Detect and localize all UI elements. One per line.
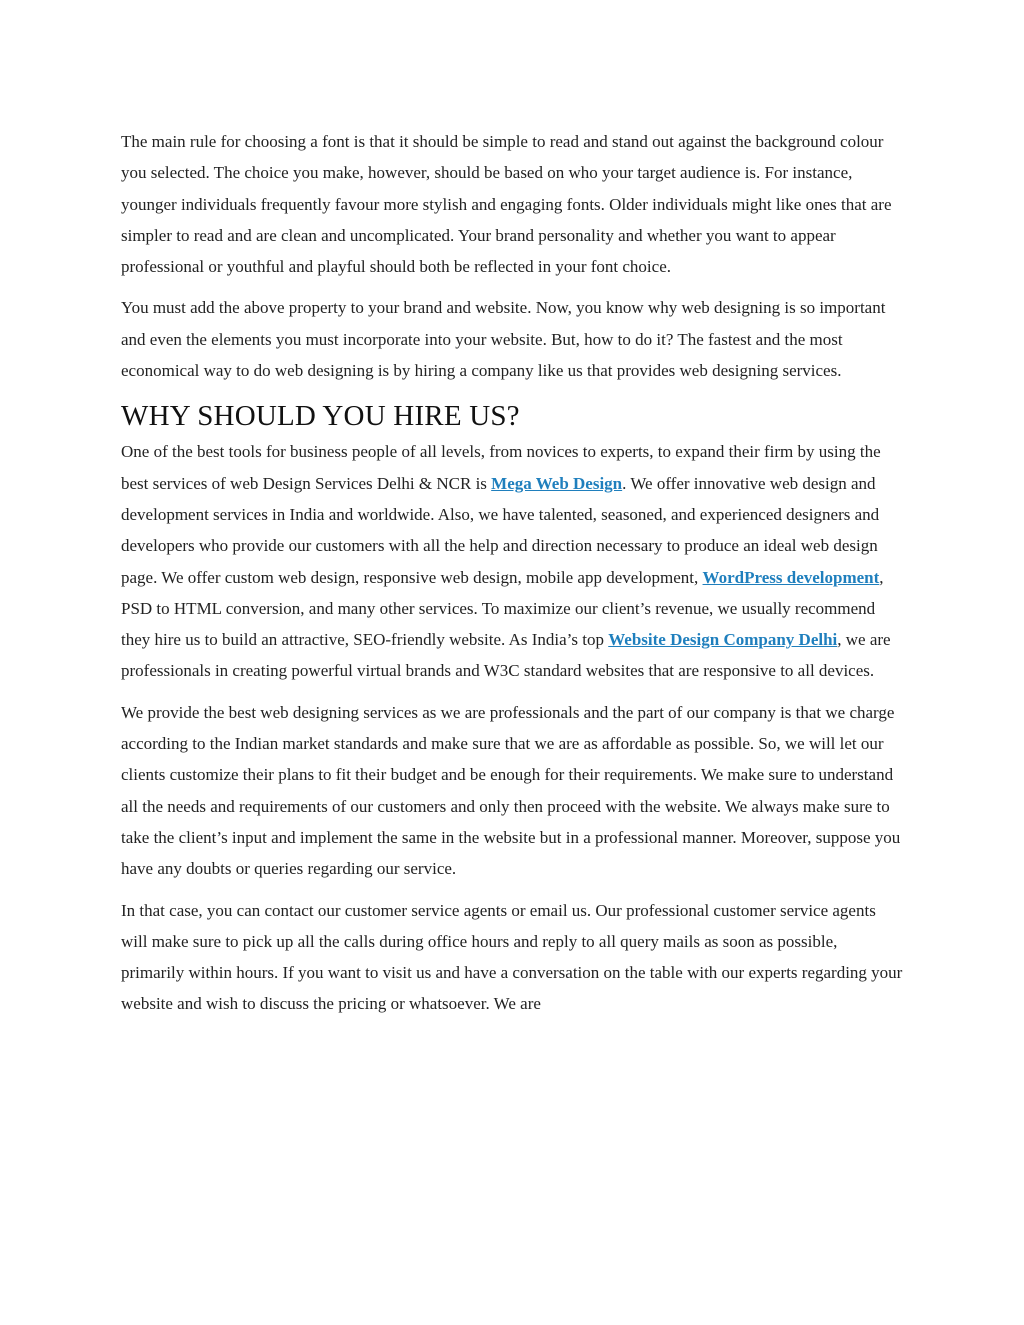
link-wordpress-development[interactable]: WordPress development xyxy=(702,567,880,587)
paragraph-text-segment: , we are professionals in creating powerful virtual brands and W3C standard websites that are responsive to all devices. xyxy=(121,630,891,681)
paragraph-services-overview xyxy=(121,436,903,686)
paragraph-customer-service: In that case, you can contact our customer service agents or email us. Our professional customer service agents will make sure to pick up all the calls during office hours and reply to all query mails as soon as possible, primarily within hours. If you want to visit us and have a conversation on the table with our experts regarding your website and wish to discuss the pricing or whatsoever. We are xyxy=(121,900,903,1014)
document-body xyxy=(121,126,903,1030)
paragraph-web-designing-importance: You must add the above property to your brand and website. Now, you know why web designing is so important and even the elements you must incorporate into your website. But, how to do it? The fastest and the most economical way to do web designing is by hiring a company like us that provides web designing services. xyxy=(121,298,886,381)
section-heading-why-hire-us: WHY SHOULD YOU HIRE US? xyxy=(121,400,520,433)
paragraph-font-choice: The main rule for choosing a font is that it should be simple to read and stand out against the background colour you selected. The choice you make, however, should be based on who your target audience is. For instance, younger individuals frequently favour more stylish and engaging fonts. Older individuals might like ones that are simpler to read and are clean and uncomplicated. Your brand personality and whether you want to appear professional or youthful and playful should both be reflected in your font choice. xyxy=(121,132,892,277)
paragraph-text-segment: , PSD to HTML conversion, and many other services. To maximize our client’s revenue, we usually recommend they hire us to build an attractive, SEO-friendly website. As India’s top xyxy=(121,567,884,650)
link-mega-web-design[interactable]: Mega Web Design xyxy=(491,473,623,493)
paragraph-text-segment: One of the best tools for business people of all levels, from novices to experts, to expand their firm by using the best services of web Design Services Delhi & NCR is xyxy=(121,442,881,493)
link-website-design-company-delhi[interactable]: Website Design Company Delhi xyxy=(608,630,838,650)
paragraph-pricing-affordability: We provide the best web designing services as we are professionals and the part of our company is that we charge according to the Indian market standards and make sure that we are as affordable as possible. So, we will let our clients customize their plans to fit their budget and be enough for their requirements. We make sure to understand all the needs and requirements of our customers and only then proceed with the website. We always make sure to take the client’s input and implement the same in the website but in a professional manner. Moreover, suppose you have any doubts or queries regarding our service. xyxy=(121,702,901,879)
paragraph-text-segment: . We offer innovative web design and development services in India and worldwide. Also, we have talented, seasoned, and experienced designers and developers who provide our customers with all the help and direction necessary to produce an ideal web design page. We offer custom web design, responsive web design, mobile app development, xyxy=(121,473,880,587)
